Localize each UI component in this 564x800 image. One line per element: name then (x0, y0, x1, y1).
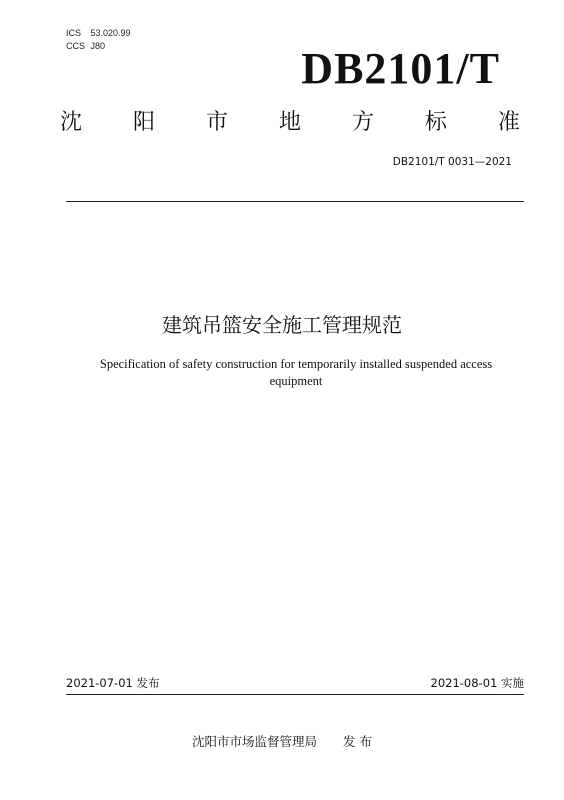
issuer-name: 沈阳市市场监督管理局 (192, 734, 318, 749)
standard-type-char: 准 (497, 110, 520, 135)
standard-type-char: 阳 (132, 110, 155, 135)
document-title-english: Specification of safety construction for temporarily installed suspended access equipment (99, 357, 493, 388)
ics-code: 53.020.99 (90, 28, 131, 38)
ics-label: ICS (66, 28, 82, 38)
bottom-divider (66, 694, 524, 695)
issuer-action: 发 布 (343, 734, 372, 749)
standard-type-char: 沈 (60, 110, 83, 135)
ccs-label: CCS (66, 41, 86, 51)
document-title-chinese: 建筑吊篮安全施工管理规范 (162, 313, 402, 337)
standard-type-char: 地 (278, 110, 301, 135)
standard-type-char: 方 (351, 110, 374, 135)
issuer-line (0, 733, 564, 751)
standard-code: DB2101/T (301, 44, 500, 93)
standard-number: DB2101/T 0031—2021 (392, 156, 512, 168)
standard-type-heading (60, 108, 520, 138)
standard-type-char: 标 (424, 110, 447, 135)
standard-type-char: 市 (205, 110, 228, 135)
ccs-code: J80 (90, 41, 106, 51)
ics-classification (66, 27, 131, 40)
top-divider (66, 201, 524, 202)
implementation-date: 2021-08-01 实施 (430, 676, 524, 690)
ccs-classification (66, 40, 105, 53)
issue-date: 2021-07-01 发布 (66, 676, 160, 690)
